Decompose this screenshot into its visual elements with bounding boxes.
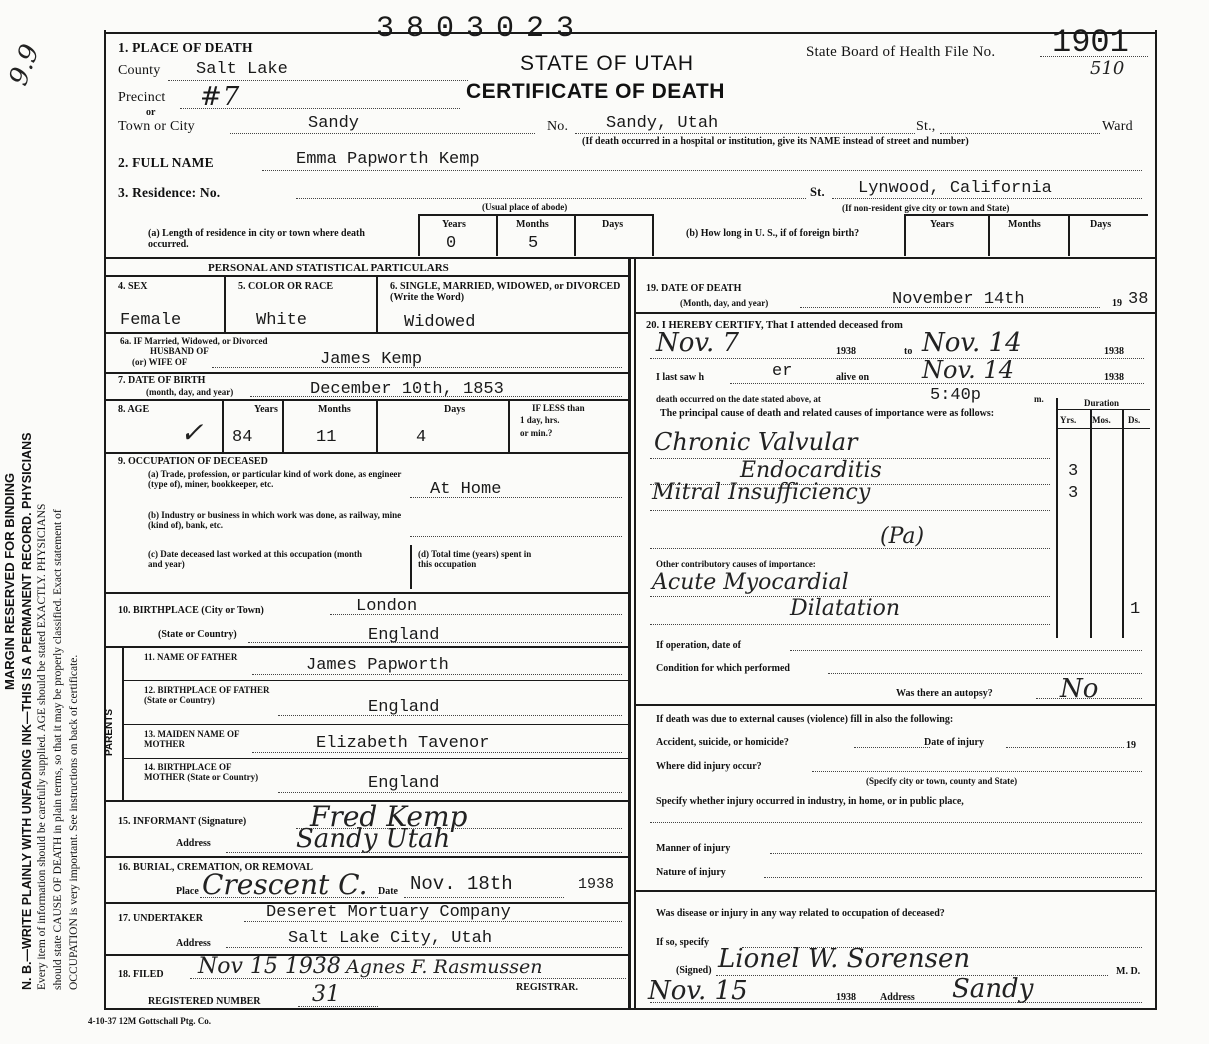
precinct-value: #7: [200, 82, 241, 112]
death-date: November 14th: [892, 290, 1025, 309]
death-year: 38: [1128, 290, 1149, 309]
place-heading: 1. PLACE OF DEATH: [118, 40, 253, 55]
injury-year-label: 19: [1126, 740, 1136, 751]
registrar-signature: Agnes F. Rasmussen: [346, 956, 543, 978]
residence-years: 0: [446, 234, 457, 253]
physician-signature: Lionel W. Sorensen: [718, 944, 971, 974]
alive-label: alive on: [836, 372, 870, 383]
margin-line-1: N. B.—WRITE PLAINLY WITH UNFADING INK—THIS IS A PERMANENT RECORD. PHYSICIANS: [20, 432, 34, 990]
residence-days-header: Days: [602, 219, 624, 230]
occupation-a-label: (a) Trade, profession, or particular kind of work done, as engineer (type of), miner, bookkeeper, etc.: [148, 469, 402, 489]
st-label: St.,: [916, 119, 936, 134]
cause-label: The principal cause of death and related causes of importance were as follows:: [660, 408, 995, 419]
death-time-suffix: m.: [1034, 394, 1044, 404]
if-so-label: If so, specify: [656, 937, 710, 948]
attended-to-label: to: [904, 346, 913, 357]
margin-line-2: Every item of information should be carefully supplied. AGE should be stated EXACTLY. PHYSICIANS: [36, 503, 48, 990]
occupation-c-label: (c) Date deceased last worked at this occupation (month and year): [148, 549, 362, 569]
death-time: 5:40p: [930, 386, 982, 405]
occupation-heading: 9. OCCUPATION OF DECEASED: [118, 456, 268, 467]
us-days-header: Days: [1090, 219, 1112, 230]
margin-line-4: OCCUPATION is very important. See instructions on back of certificate.: [68, 654, 80, 990]
cause-line-3: Mitral Insufficiency: [652, 480, 871, 505]
precinct-label: Precinct: [118, 90, 166, 105]
mother-birthplace-label: 14. BIRTHPLACE OF MOTHER (State or Country): [144, 762, 259, 782]
undertaker-label: 17. UNDERTAKER: [118, 913, 204, 924]
burial-date-label: Date: [378, 886, 398, 897]
residence-value: Lynwood, California: [858, 179, 1052, 198]
filed-date: Nov 15 1938: [198, 954, 341, 979]
us-length-label: (b) How long in U. S., if of foreign birth?: [686, 228, 860, 239]
informant-label: 15. INFORMANT (Signature): [118, 816, 247, 827]
other-cause-2: Dilatation: [790, 596, 901, 621]
death-year-prefix: 19: [1112, 298, 1122, 309]
residence-label: 3. Residence: No.: [118, 185, 221, 200]
age-years-value: 84: [232, 428, 253, 447]
last-seen-label: I last saw h: [656, 372, 705, 383]
signed-date: Nov. 15: [648, 976, 748, 1006]
county-value: Salt Lake: [196, 60, 288, 79]
residence-months-header: Months: [516, 219, 549, 230]
residence-years-header: Years: [442, 219, 466, 230]
undertaker-value: Deseret Mortuary Company: [266, 903, 511, 922]
autopsy-value: No: [1060, 674, 1099, 704]
birthplace-state-label: (State or Country): [158, 629, 237, 640]
husband-label-2: HUSBAND OF: [150, 346, 209, 356]
color-value: White: [256, 311, 308, 330]
husband-value: James Kemp: [320, 350, 423, 369]
nonresident-note: (If non-resident give city or town and State): [842, 203, 1010, 213]
certificate-title: CERTIFICATE OF DEATH: [466, 80, 725, 103]
occupation-d-label: (d) Total time (years) spent in this occupation: [418, 549, 532, 569]
specify-city-note: (Specify city or town, county and State): [866, 776, 1018, 786]
full-name-value: Emma Papworth Kemp: [296, 150, 480, 169]
sign-address-label: Address: [880, 992, 915, 1003]
signed-year: 1938: [836, 992, 856, 1003]
registrar-label: REGISTRAR.: [516, 982, 578, 993]
attended-to: Nov. 14: [922, 328, 1022, 358]
corner-note: 9.9: [3, 40, 46, 90]
less-than-label: IF LESS than: [532, 403, 585, 413]
other-causes-label: Other contributory causes of importance:: [656, 559, 816, 569]
cause-line-1: Chronic Valvular: [654, 428, 858, 456]
attended-from-year: 1938: [836, 346, 856, 357]
where-injury-label: Where did injury occur?: [656, 761, 762, 772]
time-label: death occurred on the date stated above, at: [656, 394, 821, 404]
binding-note: MARGIN RESERVED FOR BINDING: [2, 472, 17, 690]
burial-place: Crescent C.: [202, 868, 368, 901]
occupation-b-label: (b) Industry or business in which work was done, as railway, mine (kind of), bank, etc.: [148, 510, 402, 530]
undertaker-address: Salt Lake City, Utah: [288, 929, 493, 948]
father-birthplace-label: 12. BIRTHPLACE OF FATHER (State or Country): [144, 685, 270, 705]
cause-3-years: 3: [1068, 484, 1079, 503]
husband-label-3: (or) WIFE OF: [132, 357, 188, 367]
autopsy-label: Was there an autopsy?: [896, 688, 993, 699]
printer-note: 4-10-37 12M Gottschall Ptg. Co.: [88, 1016, 211, 1026]
informant-address-label: Address: [176, 838, 211, 849]
accident-label: Accident, suicide, or homicide?: [656, 737, 789, 748]
us-months-header: Months: [1008, 219, 1041, 230]
town-value: Sandy: [308, 114, 360, 133]
residence-months: 5: [528, 234, 539, 253]
personal-heading: PERSONAL AND STATISTICAL PARTICULARS: [208, 262, 449, 274]
county-label: County: [118, 63, 161, 78]
alive-year: 1938: [1104, 372, 1124, 383]
residence-st-label: St.: [810, 185, 825, 199]
mother-name: Elizabeth Tavenor: [316, 734, 490, 753]
duration-ds-header: Ds.: [1128, 415, 1141, 425]
injury-date-label: Date of injury: [924, 737, 984, 748]
condition-label: Condition for which performed: [656, 663, 790, 674]
parents-side-label: PARENTS: [104, 708, 115, 756]
marital-value: Widowed: [404, 313, 476, 332]
cause-line-4: (Pa): [880, 524, 925, 549]
nature-label: Nature of injury: [656, 867, 726, 878]
occupation-related-label: Was disease or injury in any way related to occupation of deceased?: [656, 908, 945, 919]
attended-from: Nov. 7: [656, 328, 740, 358]
duration-header: Duration: [1084, 398, 1120, 408]
mother-birthplace: England: [368, 774, 440, 793]
informant-address: Sandy Utah: [296, 824, 451, 854]
duration-mos-header: Mos.: [1092, 415, 1111, 425]
father-birthplace: England: [368, 698, 440, 717]
less-day-label: 1 day, hrs.: [520, 415, 560, 425]
sign-address: Sandy: [952, 974, 1034, 1004]
occupation-value: At Home: [430, 480, 502, 499]
town-label: Town or City: [118, 119, 195, 134]
color-label: 5. COLOR OR RACE: [238, 281, 334, 292]
burial-place-label: Place: [176, 886, 199, 897]
age-years-header: Years: [254, 404, 278, 415]
file-sub-number: 510: [1090, 58, 1125, 79]
informant-signature: Fred Kemp: [310, 800, 468, 833]
mother-name-label: 13. MAIDEN NAME OF MOTHER: [144, 729, 240, 749]
certificate-number: 3803023: [376, 12, 587, 46]
other-cause-1: Acute Myocardial: [652, 570, 849, 595]
full-name-label: 2. FULL NAME: [118, 155, 214, 170]
age-months-header: Months: [318, 404, 351, 415]
father-name: James Papworth: [306, 656, 449, 675]
burial-date: Nov. 18th: [410, 873, 513, 895]
no-label: No.: [547, 119, 569, 134]
burial-label: 16. BURIAL, CREMATION, OR REMOVAL: [118, 862, 313, 873]
age-months-value: 11: [316, 428, 337, 447]
manner-label: Manner of injury: [656, 843, 731, 854]
registered-number: 31: [312, 982, 340, 1007]
file-label: State Board of Health File No.: [806, 44, 996, 60]
hospital-note: (If death occurred in a hospital or institution, give its NAME instead of street and number): [582, 136, 969, 147]
dob-sub-label: (month, day, and year): [146, 387, 234, 397]
filed-label: 18. FILED: [118, 969, 164, 980]
age-check: ✓: [180, 416, 204, 449]
md-label: M. D.: [1116, 966, 1141, 977]
less-or-label: or min.?: [520, 428, 553, 438]
attended-to-year: 1938: [1104, 346, 1124, 357]
margin-line-3: should state CAUSE OF DEATH in plain terms, so that it may be properly classified. Exact statement of: [52, 509, 64, 990]
cause-line-2: Endocarditis: [740, 458, 882, 483]
operation-label: If operation, date of: [656, 640, 741, 651]
other-cause-2-days: 1: [1130, 600, 1141, 619]
no-value: Sandy, Utah: [606, 114, 719, 133]
ward-label: Ward: [1102, 119, 1133, 134]
birthplace-country: England: [368, 626, 440, 645]
sex-label: 4. SEX: [118, 281, 148, 292]
certify-label: 20. I HEREBY CERTIFY, That I attended deceased from: [646, 320, 903, 331]
dob-value: December 10th, 1853: [310, 380, 504, 399]
state-title: STATE OF UTAH: [520, 52, 694, 75]
or-label: or: [146, 107, 156, 118]
dob-label: 7. DATE OF BIRTH: [118, 375, 206, 386]
birthplace-city: London: [356, 597, 418, 616]
age-days-value: 4: [416, 428, 427, 447]
age-days-header: Days: [444, 404, 466, 415]
registered-number-label: REGISTERED NUMBER: [148, 996, 261, 1007]
death-date-sub: (Month, day, and year): [680, 298, 769, 308]
signed-label: (Signed): [676, 965, 712, 976]
marital-label: 6. SINGLE, MARRIED, WIDOWED, or DIVORCED (Write the Word): [390, 281, 621, 303]
alive-date: Nov. 14: [922, 356, 1014, 384]
specify-industry-label: Specify whether injury occurred in industry, in home, or in public place,: [656, 796, 964, 807]
last-seen-suffix: er: [772, 362, 793, 381]
death-date-label: 19. DATE OF DEATH: [646, 283, 742, 294]
us-years-header: Years: [930, 219, 954, 230]
duration-yrs-header: Yrs.: [1060, 415, 1077, 425]
burial-year: 1938: [578, 876, 615, 893]
age-label: 8. AGE: [118, 404, 150, 415]
external-causes-label: If death was due to external causes (violence) fill in also the following:: [656, 714, 954, 725]
usual-abode-note: (Usual place of abode): [482, 202, 568, 212]
birthplace-label: 10. BIRTHPLACE (City or Town): [118, 605, 264, 616]
cause-2-years: 3: [1068, 462, 1079, 481]
husband-label-1: 6a. IF Married, Widowed, or Divorced: [120, 336, 268, 346]
undertaker-address-label: Address: [176, 938, 211, 949]
sex-value: Female: [120, 311, 182, 330]
file-number: 1901: [1052, 24, 1129, 61]
length-residence-label: (a) Length of residence in city or town where death occurred.: [148, 228, 365, 250]
father-name-label: 11. NAME OF FATHER: [144, 652, 238, 662]
